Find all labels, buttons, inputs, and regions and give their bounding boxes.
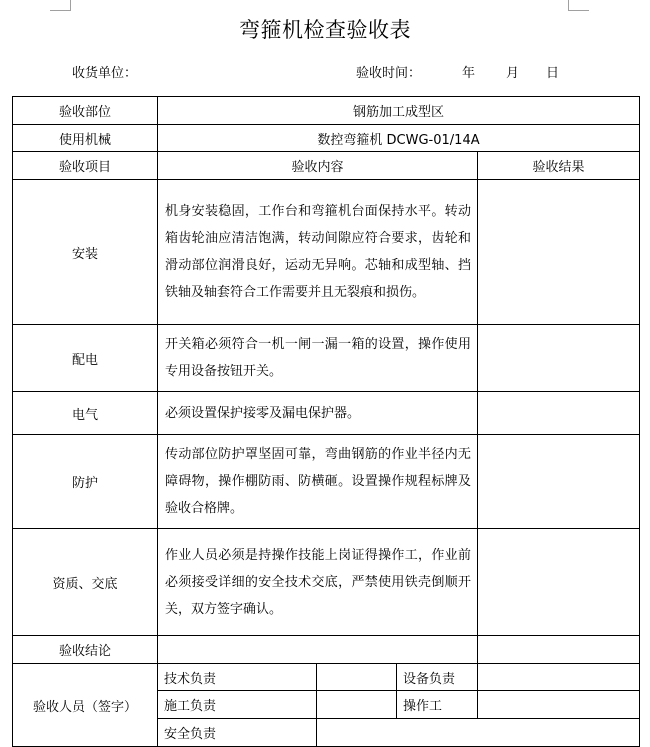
page-corner-mark-right (568, 0, 589, 11)
item-name: 防护 (13, 435, 158, 529)
item-content: 必须设置保护接零及漏电保护器。 (158, 392, 478, 435)
conclusion-row (13, 636, 640, 664)
tech-signer-label: 技术负责 (158, 664, 317, 691)
item-row (13, 529, 640, 636)
safety-signature-cell[interactable] (317, 719, 640, 747)
machine-value: 数控弯箍机 DCWG-01/14A (158, 125, 640, 152)
header-result: 验收结果 (478, 152, 640, 180)
item-content: 开关箱必须符合一机一闸一漏一箱的设置，操作使用专用设备按钮开关。 (158, 325, 478, 392)
item-result-cell[interactable] (478, 325, 640, 392)
machine-label: 使用机械 (13, 125, 158, 152)
item-result-cell[interactable] (478, 392, 640, 435)
machine-row (13, 125, 640, 152)
item-name: 配电 (13, 325, 158, 392)
signer-row (13, 664, 640, 691)
item-result-cell[interactable] (478, 435, 640, 529)
header-content: 验收内容 (158, 152, 478, 180)
signers-label: 验收人员（签字） (13, 664, 158, 747)
receiving-unit-label: 收货单位： (72, 66, 138, 81)
item-name: 安装 (13, 180, 158, 325)
location-label: 验收部位 (13, 97, 158, 125)
equipment-signer-label: 设备负责 (397, 664, 478, 691)
item-content: 作业人员必须是持操作技能上岗证得操作工，作业前必须接受详细的安全技术交底，严禁使用铁壳倒顺开关，双方签字确认。 (158, 529, 478, 636)
header-item: 验收项目 (13, 152, 158, 180)
page-corner-mark-left (50, 0, 71, 11)
acceptance-time-label: 验收时间： (356, 66, 422, 81)
document-title: 弯箍机检查验收表 (239, 18, 411, 42)
equipment-signature-cell[interactable] (478, 664, 640, 691)
item-row (13, 180, 640, 325)
item-name: 电气 (13, 392, 158, 435)
conclusion-label: 验收结论 (13, 636, 158, 664)
tech-signature-cell[interactable] (317, 664, 397, 691)
location-row (13, 97, 640, 125)
month-label: 月 (506, 66, 520, 81)
conclusion-result-cell[interactable] (478, 636, 640, 664)
year-label: 年 (462, 66, 476, 81)
item-name: 资质、交底 (13, 529, 158, 636)
item-row (13, 435, 640, 529)
conclusion-input-cell[interactable] (158, 636, 478, 664)
item-content: 机身安装稳固，工作台和弯箍机台面保持水平。转动箱齿轮油应清洁饱满，转动间隙应符合要求，齿轮和滑动部位润滑良好，运动无异响。芯轴和成型轴、挡铁轴及轴套符合工作需要并且无裂痕和损伤。 (158, 180, 478, 325)
item-content: 传动部位防护罩坚固可靠，弯曲钢筋的作业半径内无障碍物，操作棚防雨、防横砸。设置操作规程标牌及验收合格牌。 (158, 435, 478, 529)
item-result-cell[interactable] (478, 180, 640, 325)
construction-signer-label: 施工负责 (158, 691, 317, 719)
inspection-table (12, 96, 640, 747)
safety-signer-label: 安全负责 (158, 719, 317, 747)
header-row (13, 152, 640, 180)
acceptance-time-field (356, 62, 560, 81)
operator-signature-cell[interactable] (478, 691, 640, 719)
operator-signer-label: 操作工 (397, 691, 478, 719)
construction-signature-cell[interactable] (317, 691, 397, 719)
day-label: 日 (546, 66, 560, 81)
location-value: 钢筋加工成型区 (158, 97, 640, 125)
item-row (13, 325, 640, 392)
item-row (13, 392, 640, 435)
item-result-cell[interactable] (478, 529, 640, 636)
